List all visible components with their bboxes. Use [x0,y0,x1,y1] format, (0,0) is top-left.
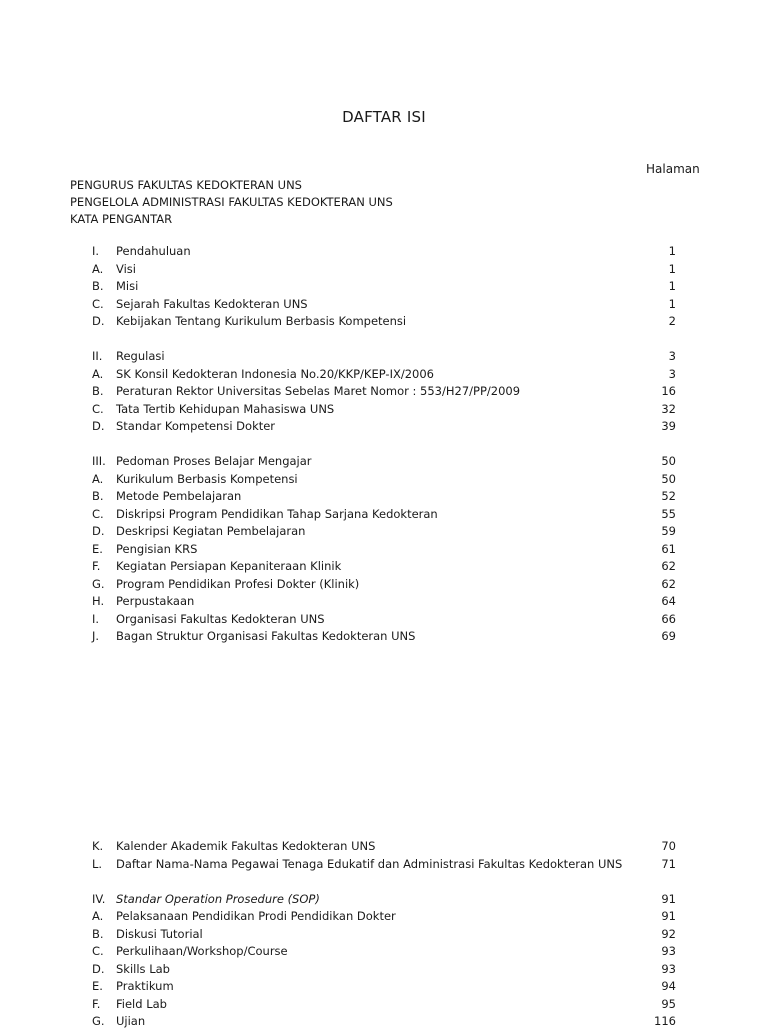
toc-section-heading [92,243,682,261]
toc-title: Misi [116,279,139,293]
toc-entry [92,296,682,314]
toc-entry [92,383,682,401]
toc-page-number: 55 [661,506,676,521]
toc-page-number: 71 [661,856,676,871]
toc-page-number: 94 [661,979,676,993]
toc-title: Peraturan Rektor Universitas Sebelas Maret Nomor : 553/H27/PP/2009 [116,384,521,398]
toc-marker: C. [92,944,104,958]
toc-marker: F. [92,996,101,1011]
toc-title: Ujian [116,1014,146,1028]
toc-section-heading [92,453,682,471]
toc-title: Kalender Akademik Fakultas Kedokteran UNS [116,839,376,853]
toc-marker: D. [92,524,105,538]
page-column-header: Halaman [646,162,700,176]
toc-page-number: 59 [661,524,676,538]
toc-title: Organisasi Fakultas Kedokteran UNS [116,611,325,626]
toc-entry [92,471,682,489]
toc-marker: D. [92,314,105,328]
toc-marker: A. [92,471,104,486]
toc-title: Sejarah Fakultas Kedokteran UNS [116,296,308,311]
toc-title: Praktikum [116,979,174,993]
toc-title: Program Pendidikan Profesi Dokter (Klinik) [116,576,360,591]
toc-marker: C. [92,401,104,416]
front-matter-item: PENGELOLA ADMINISTRASI FAKULTAS KEDOKTERAN UNS [70,195,393,210]
toc-marker: A. [92,261,104,276]
table-of-contents-part-1 [92,243,682,646]
toc-entry [92,838,682,856]
toc-marker: F. [92,559,101,573]
toc-title: Daftar Nama-Nama Pegawai Tenaga Edukatif dan Administrasi Fakultas Kedokteran UNS [116,856,623,871]
toc-title: Deskripsi Kegiatan Pembelajaran [116,524,306,538]
table-of-contents-part-2 [92,838,682,1031]
toc-entry [92,978,682,996]
toc-entry [92,506,682,524]
toc-entry [92,961,682,979]
toc-page-number: 2 [668,314,676,328]
toc-page-number: 1 [668,261,676,276]
toc-marker: A. [92,909,104,923]
toc-page-number: 61 [661,541,676,556]
toc-page-number: 3 [668,366,676,381]
toc-entry [92,401,682,419]
toc-marker: B. [92,279,104,293]
toc-title: Kurikulum Berbasis Kompetensi [116,471,298,486]
toc-title: Standar Operation Prosedure (SOP) [116,891,320,906]
toc-title: Pendahuluan [116,244,191,258]
toc-page-number: 50 [661,471,676,486]
toc-marker: I. [92,244,100,258]
toc-marker: B. [92,926,104,941]
toc-page-number: 32 [661,401,676,416]
toc-entry [92,576,682,594]
toc-entry [92,996,682,1014]
toc-page-number: 1 [668,244,676,258]
toc-title: Perpustakaan [116,594,195,608]
toc-entry [92,908,682,926]
toc-page-number: 1 [668,296,676,311]
toc-title: SK Konsil Kedokteran Indonesia No.20/KKP/KEP-IX/2006 [116,366,434,381]
toc-page-number: 93 [661,961,676,976]
toc-marker: E. [92,541,103,556]
toc-page-number: 66 [661,611,676,626]
toc-entry [92,628,682,646]
toc-title: Visi [116,261,136,276]
toc-entry [92,261,682,279]
toc-marker: III. [92,454,106,468]
toc-marker: I. [92,611,100,626]
toc-title: Pengisian KRS [116,541,198,556]
toc-title: Skills Lab [116,961,170,976]
toc-page-number: 70 [661,839,676,853]
front-matter-item: PENGURUS FAKULTAS KEDOKTERAN UNS [70,178,302,192]
toc-page-number: 16 [661,384,676,398]
toc-section-heading [92,891,682,909]
toc-entry [92,593,682,611]
toc-marker: B. [92,384,104,398]
toc-page-number: 50 [661,454,676,468]
toc-marker: E. [92,979,103,993]
toc-entry [92,366,682,384]
toc-entry [92,611,682,629]
toc-entry [92,523,682,541]
toc-entry [92,558,682,576]
toc-page-number: 62 [661,576,676,591]
toc-title: Perkulihaan/Workshop/Course [116,944,288,958]
toc-entry [92,943,682,961]
toc-entry [92,418,682,436]
toc-marker: A. [92,366,104,381]
toc-title: Standar Kompetensi Dokter [116,419,276,433]
toc-marker: L. [92,856,103,871]
toc-page-number: 93 [661,944,676,958]
toc-marker: K. [92,839,104,853]
toc-title: Field Lab [116,996,167,1011]
toc-marker: D. [92,419,105,433]
toc-title: Kegiatan Persiapan Kepaniteraan Klinik [116,559,342,573]
toc-title: Regulasi [116,349,165,363]
toc-marker: H. [92,594,105,608]
toc-title: Diskusi Tutorial [116,926,203,941]
toc-entry [92,926,682,944]
toc-title: Diskripsi Program Pendidikan Tahap Sarjana Kedokteran [116,506,438,521]
toc-marker: II. [92,349,103,363]
toc-page-number: 91 [661,909,676,923]
toc-page-number: 39 [661,419,676,433]
toc-title: Kebijakan Tentang Kurikulum Berbasis Kompetensi [116,314,407,328]
toc-title: Pedoman Proses Belajar Mengajar [116,454,312,468]
toc-page-number: 95 [661,996,676,1011]
toc-page-number: 3 [668,349,676,363]
toc-marker: C. [92,296,104,311]
toc-title: Metode Pembelajaran [116,489,242,503]
toc-marker: G. [92,576,105,591]
toc-marker: D. [92,961,105,976]
toc-page-number: 69 [661,629,676,643]
toc-page-number: 116 [654,1014,676,1028]
toc-entry [92,488,682,506]
toc-page-number: 62 [661,559,676,573]
toc-marker: J. [92,629,100,643]
toc-title: Tata Tertib Kehidupan Mahasiswa UNS [116,401,335,416]
toc-title: Pelaksanaan Pendidikan Prodi Pendidikan Dokter [116,909,396,923]
toc-entry [92,278,682,296]
toc-marker: C. [92,506,104,521]
toc-marker: G. [92,1014,105,1028]
toc-entry [92,1013,682,1031]
toc-page-number: 64 [661,594,676,608]
toc-entry [92,856,682,874]
toc-entry [92,313,682,331]
document-title: DAFTAR ISI [342,108,426,126]
toc-page-number: 52 [661,489,676,503]
toc-page-number: 92 [661,926,676,941]
toc-section-heading [92,348,682,366]
toc-marker: IV. [92,891,106,906]
front-matter-item: KATA PENGANTAR [70,212,173,227]
toc-entry [92,541,682,559]
toc-title: Bagan Struktur Organisasi Fakultas Kedokteran UNS [116,629,416,643]
toc-marker: B. [92,489,104,503]
toc-page-number: 1 [668,279,676,293]
front-matter [70,177,393,229]
toc-page-number: 91 [661,891,676,906]
